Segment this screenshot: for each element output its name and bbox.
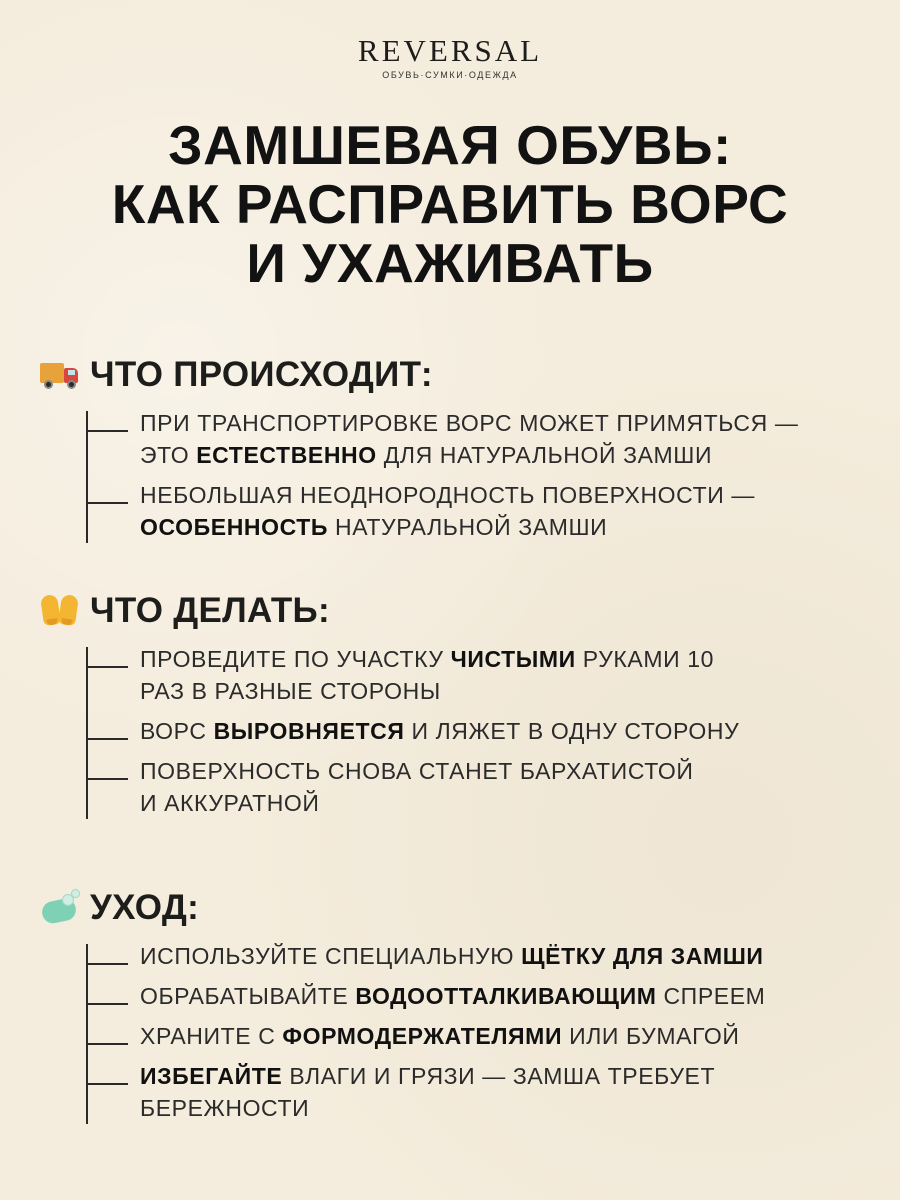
tree-branch [86,778,128,780]
item-text: ИЛИ БУМАГОЙ [562,1023,740,1049]
section-heading-text: ЧТО ПРОИСХОДИТ: [90,355,433,394]
item-text: ВОРС [140,718,214,744]
tree-branch [86,1043,128,1045]
list-item [86,479,870,543]
item-text: НЕБОЛЬШАЯ НЕОДНОРОДНОСТЬ ПОВЕРХНОСТИ — [140,482,755,508]
section-heading-text: ЧТО ДЕЛАТЬ: [90,591,330,630]
list-item [86,1020,870,1052]
item-text: ПРИ ТРАНСПОРТИРОВКЕ ВОРС МОЖЕТ ПРИМЯТЬСЯ — ЭТО [140,410,799,468]
title-line-2: КАК РАСПРАВИТЬ ВОРС [111,173,789,235]
section-what-happens [40,353,870,551]
delivery-truck-icon [40,355,82,395]
title-line-1: ЗАМШЕВАЯ ОБУВЬ: [168,114,732,176]
item-list [86,407,870,543]
brand-tagline: ОБУВЬ·СУМКИ·ОДЕЖДА [382,70,518,80]
list-item [86,940,870,972]
section-care [40,886,870,1132]
item-text: ДЛЯ НАТУРАЛЬНОЙ ЗАМШИ [376,442,713,468]
item-text: ПРОВЕДИТЕ ПО УЧАСТКУ [140,646,451,672]
item-text: ОБРАБАТЫВАЙТЕ [140,983,356,1009]
tree-branch [86,738,128,740]
page-title [0,116,900,293]
item-emphasis: ВОДООТТАЛКИВАЮЩИМ [355,983,657,1009]
item-emphasis: ОСОБЕННОСТЬ [140,514,329,540]
tree-branch [86,1003,128,1005]
item-text: РУКАМИ 10 РАЗ В РАЗНЫЕ СТОРОНЫ [140,646,715,704]
tree-branch [86,430,128,432]
item-text: И ЛЯЖЕТ В ОДНУ СТОРОНУ [404,718,740,744]
section-heading [40,353,870,397]
item-emphasis: ФОРМОДЕРЖАТЕЛЯМИ [282,1023,563,1049]
title-line-3: И УХАЖИВАТЬ [246,232,654,294]
item-text: ВЛАГИ И ГРЯЗИ — ЗАМША ТРЕБУЕТ БЕРЕЖНОСТИ [140,1063,716,1121]
brand-logo [0,34,900,80]
soap-icon [40,888,82,928]
item-emphasis: ЕСТЕСТВЕННО [196,442,377,468]
item-emphasis: ЩЁТКУ ДЛЯ ЗАМШИ [521,943,764,969]
item-text: СПРЕЕМ [656,983,766,1009]
list-item [86,980,870,1012]
item-text: ПОВЕРХНОСТЬ СНОВА СТАНЕТ БАРХАТИСТОЙ И АККУРАТНОЙ [140,758,694,816]
item-emphasis: ВЫРОВНЯЕТСЯ [213,718,405,744]
section-heading-text: УХОД: [90,888,200,927]
item-emphasis: ЧИСТЫМИ [450,646,576,672]
brand-name: REVERSAL [357,33,543,68]
section-what-to-do [40,589,870,827]
item-list [86,643,870,819]
raised-hands-icon [40,591,82,631]
list-item [86,755,870,819]
item-emphasis: ИЗБЕГАЙТЕ [140,1063,283,1089]
list-item [86,715,870,747]
section-heading [40,886,870,930]
tree-branch [86,666,128,668]
list-item [86,1060,870,1124]
item-text: НАТУРАЛЬНОЙ ЗАМШИ [328,514,608,540]
section-heading [40,589,870,633]
item-text: ХРАНИТЕ С [140,1023,283,1049]
tree-branch [86,502,128,504]
item-list [86,940,870,1124]
item-text: ИСПОЛЬЗУЙТЕ СПЕЦИАЛЬНУЮ [140,943,522,969]
tree-branch [86,1083,128,1085]
list-item [86,407,870,471]
list-item [86,643,870,707]
tree-branch [86,963,128,965]
